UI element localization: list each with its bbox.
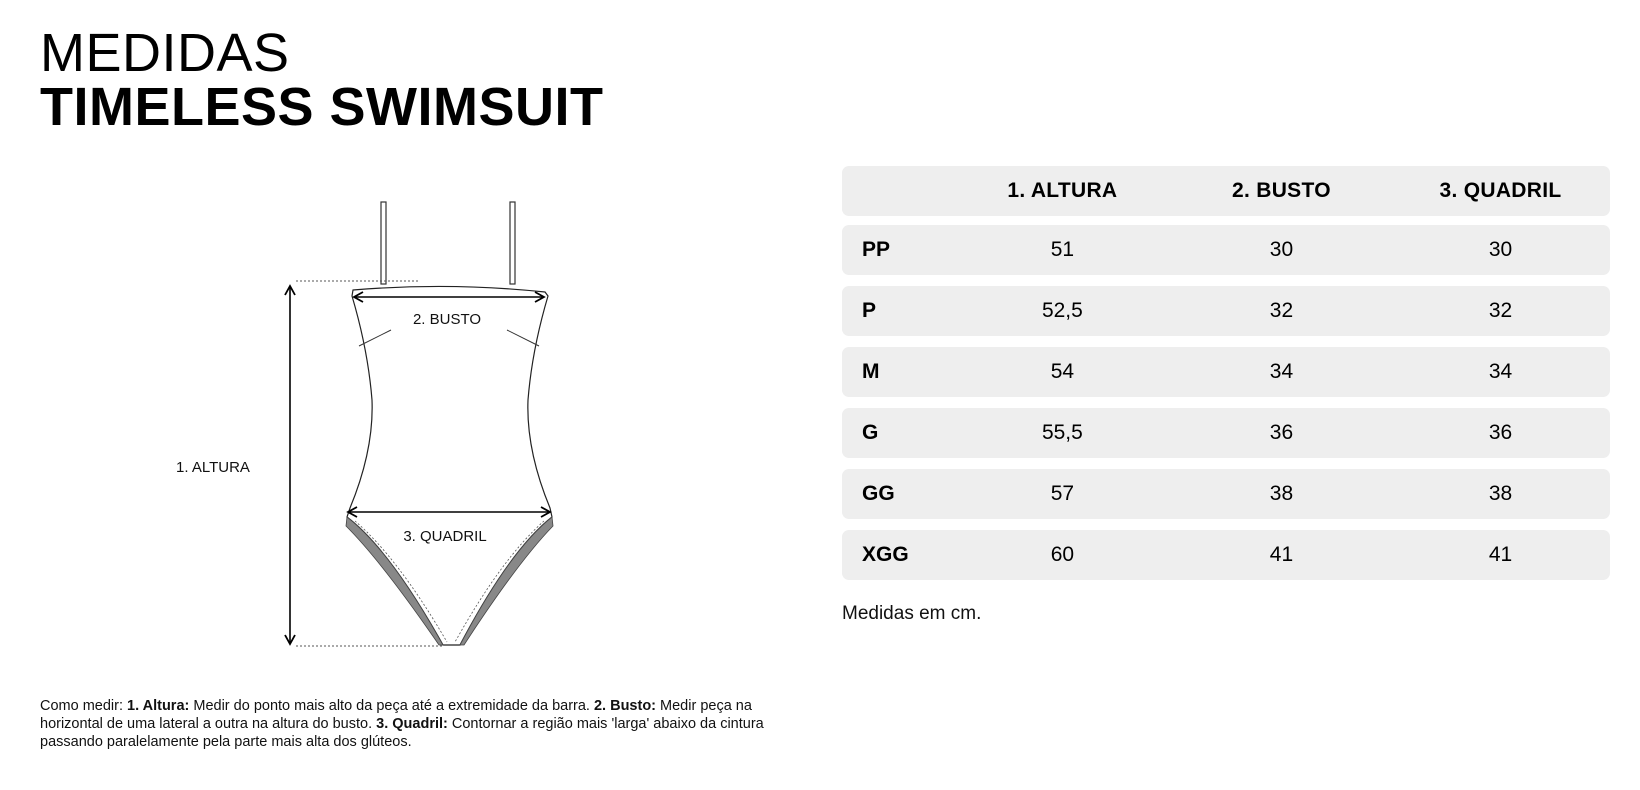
altura-cell: 52,5 [1041, 299, 1083, 322]
table-row [842, 347, 1610, 397]
busto-cell: 30 [1269, 238, 1294, 261]
title-line-product: TIMELESS SWIMSUIT [40, 77, 604, 137]
quadril-cell: 38 [1488, 482, 1513, 505]
size-cell: P [862, 299, 877, 322]
altura-cell: 57 [1050, 482, 1075, 505]
table-header-row [842, 166, 1610, 216]
table-row [842, 469, 1610, 519]
busto-cell: 36 [1269, 421, 1294, 444]
quadril-cell: 34 [1488, 360, 1513, 383]
busto-cell: 41 [1269, 543, 1294, 566]
left-strap [381, 202, 386, 284]
swimsuit-body [347, 286, 552, 645]
right-strap [510, 202, 515, 284]
instructions-quadril-label: 3. Quadril: [376, 716, 448, 732]
quadril-cell: 32 [1488, 299, 1513, 322]
swimsuit-illustration [150, 190, 580, 650]
instructions-busto-text: Medir peça na horizontal de uma lateral a outra na altura do busto. [40, 698, 752, 732]
label-quadril: 3. QUADRIL [403, 528, 487, 545]
page-title [40, 23, 604, 137]
altura-cell: 55,5 [1041, 421, 1083, 444]
header-cell-busto: 2. BUSTO [1232, 179, 1331, 202]
size-cell: PP [862, 238, 891, 261]
instructions-altura-text: Medir do ponto mais alto da peça até a extremidade da barra. [189, 698, 594, 714]
table-row [842, 225, 1610, 275]
instructions-quadril-text: Contornar a região mais 'larga' abaixo da cintura passando paralelamente pela parte mais alta dos glúteos. [40, 716, 764, 750]
table-row [842, 530, 1610, 580]
size-cell: XGG [862, 543, 909, 566]
label-altura: 1. ALTURA [176, 459, 250, 476]
busto-cell: 32 [1269, 299, 1294, 322]
quadril-cell: 41 [1488, 543, 1513, 566]
header-cell-quadril: 3. QUADRIL [1439, 179, 1562, 202]
instructions-prefix: Como medir: [40, 698, 128, 714]
title-line-medidas: MEDIDAS [40, 23, 290, 83]
quadril-cell: 30 [1488, 238, 1513, 261]
quadril-cell: 36 [1488, 421, 1513, 444]
size-cell: G [862, 421, 879, 444]
altura-cell: 51 [1050, 238, 1075, 261]
size-table [842, 166, 1610, 591]
altura-cell: 54 [1050, 360, 1075, 383]
label-busto: 2. BUSTO [412, 311, 482, 328]
size-cell: GG [862, 482, 895, 505]
busto-cell: 34 [1269, 360, 1294, 383]
header-cell-altura: 1. ALTURA [1007, 179, 1118, 202]
busto-cell: 38 [1269, 482, 1294, 505]
table-row [842, 408, 1610, 458]
altura-cell: 60 [1050, 543, 1075, 566]
table-row [842, 286, 1610, 336]
units-note: Medidas em cm. [842, 603, 982, 624]
swimsuit-diagram [150, 190, 580, 650]
instructions-altura-label: 1. Altura: [127, 698, 190, 714]
measuring-instructions [40, 697, 770, 751]
instructions-busto-label: 2. Busto: [593, 698, 657, 714]
size-cell: M [862, 360, 880, 383]
